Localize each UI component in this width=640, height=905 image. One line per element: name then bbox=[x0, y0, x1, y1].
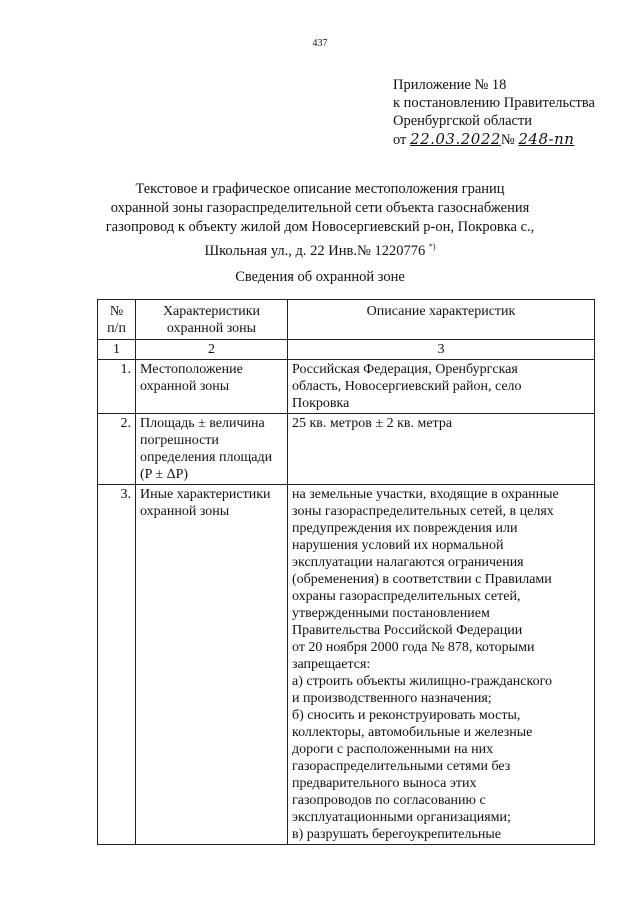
page-number: 437 bbox=[312, 38, 328, 49]
index-cell: 3 bbox=[288, 340, 595, 360]
text-line: газопроводов по согласованию с bbox=[292, 793, 486, 808]
text-line: эксплуатации налагаются ограничения bbox=[292, 555, 524, 570]
header-characteristics-line-2: охранной зоны bbox=[166, 321, 257, 336]
text-line: на земельные участки, входящие в охранные bbox=[292, 487, 559, 502]
appendix-line-3: Оренбургской области bbox=[393, 113, 533, 129]
appendix-block bbox=[393, 76, 595, 149]
row-description bbox=[288, 414, 595, 485]
text-line: от 20 ноября 2000 года № 878, которыми bbox=[292, 640, 535, 655]
text-line: (обременения) в соответствии с Правилами bbox=[292, 572, 552, 587]
row-characteristic bbox=[136, 485, 288, 845]
text-line: запрещается: bbox=[292, 657, 371, 672]
text-line: Площадь ± величина bbox=[140, 416, 265, 431]
section-subtitle: Сведения об охранной зоне bbox=[235, 269, 405, 285]
title-line: Текстовое и графическое описание местоположения границ bbox=[135, 181, 505, 197]
header-characteristics-line-1: Характеристики bbox=[162, 304, 261, 319]
table-header-row bbox=[98, 300, 595, 340]
row-description bbox=[288, 485, 595, 845]
header-description: Описание характеристик bbox=[288, 300, 595, 340]
title-line: Школьная ул., д. 22 Инв.№ 1220776 bbox=[204, 242, 426, 259]
text-line: Местоположение bbox=[140, 362, 243, 377]
text-line: Покровка bbox=[292, 396, 350, 411]
text-line: область, Новосергиевский район, село bbox=[292, 379, 522, 394]
text-line: дороги с расположенными на них bbox=[292, 742, 494, 757]
handwritten-date: 22.03.2022 bbox=[410, 130, 501, 148]
text-line: и производственного назначения; bbox=[292, 691, 492, 706]
text-line: коллекторы, автомобильные и железные bbox=[292, 725, 533, 740]
row-number: 2. bbox=[98, 414, 136, 485]
text-line: нарушения условий их нормальной bbox=[292, 538, 504, 553]
text-line: предварительного выноса этих bbox=[292, 776, 477, 791]
header-characteristics bbox=[136, 300, 288, 340]
text-line: погрешности bbox=[140, 433, 219, 448]
text-line: а) строить объекты жилищно-гражданского bbox=[292, 674, 552, 689]
text-line: утвержденными постановлением bbox=[292, 606, 490, 621]
title-line: охранной зоны газораспределительной сети объекта газоснабжения bbox=[110, 200, 530, 216]
appendix-line-1: Приложение № 18 bbox=[393, 77, 507, 93]
text-line: эксплуатационными организациями; bbox=[292, 810, 511, 825]
text-line: 25 кв. метров ± 2 кв. метра bbox=[292, 416, 453, 431]
row-number: 1. bbox=[98, 360, 136, 414]
text-line: зоны газораспределительных сетей, в целях bbox=[292, 504, 554, 519]
text-line: охранной зоны bbox=[140, 504, 230, 519]
index-cell: 2 bbox=[136, 340, 288, 360]
row-description bbox=[288, 360, 595, 414]
table-row bbox=[98, 485, 595, 845]
title-line-last bbox=[40, 237, 600, 261]
text-line: предупреждения их повреждения или bbox=[292, 521, 518, 536]
handwritten-number: 248-пп bbox=[518, 130, 575, 148]
row-characteristic bbox=[136, 414, 288, 485]
header-number-line-2: п/п bbox=[107, 321, 126, 336]
text-line: в) разрушать берегоукрепительные bbox=[292, 827, 502, 842]
index-cell: 1 bbox=[98, 340, 136, 360]
zone-info-table bbox=[97, 299, 595, 845]
table-index-row bbox=[98, 340, 595, 360]
text-line: охранной зоны bbox=[140, 379, 230, 394]
document-title bbox=[40, 180, 600, 261]
text-line: б) сносить и реконструировать мосты, bbox=[292, 708, 521, 723]
table-row bbox=[98, 360, 595, 414]
table-row bbox=[98, 414, 595, 485]
text-line: Иные характеристики bbox=[140, 487, 271, 502]
text-line: Российская Федерация, Оренбургская bbox=[292, 362, 518, 377]
footnote-mark: *) bbox=[428, 242, 436, 251]
appendix-date-line bbox=[393, 130, 595, 149]
number-prefix: № bbox=[500, 132, 515, 148]
row-characteristic bbox=[136, 360, 288, 414]
text-line: охраны газораспределительных сетей, bbox=[292, 589, 521, 604]
header-number bbox=[98, 300, 136, 340]
date-prefix: от bbox=[393, 132, 407, 148]
text-line: Правительства Российской Федерации bbox=[292, 623, 523, 638]
header-number-line-1: № bbox=[109, 304, 124, 319]
appendix-line-2: к постановлению Правительства bbox=[393, 95, 595, 111]
text-line: газораспределительными сетями без bbox=[292, 759, 511, 774]
text-line: определения площади bbox=[140, 450, 273, 465]
title-line: газопровод к объекту жилой дом Новосергиевский р-он, Покровка с., bbox=[105, 219, 535, 235]
row-number: 3. bbox=[98, 485, 136, 845]
text-line: (P ± ΔP) bbox=[140, 467, 189, 482]
